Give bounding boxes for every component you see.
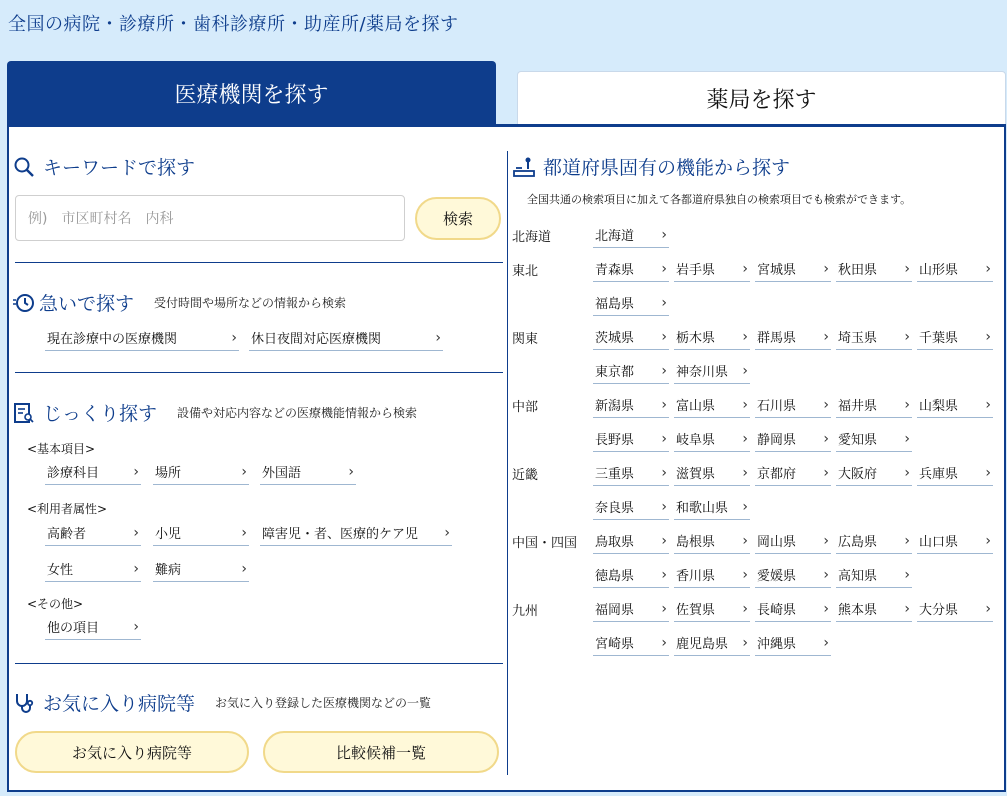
group-label-user: <利用者属性> bbox=[27, 502, 108, 516]
favorites-header bbox=[13, 689, 431, 716]
prefecture-link[interactable]: 山梨県 › bbox=[917, 392, 993, 418]
prefecture-link[interactable]: 栃木県 › bbox=[674, 324, 750, 350]
divider bbox=[15, 372, 503, 373]
prefecture-link[interactable]: 三重県 › bbox=[593, 460, 669, 486]
keyword-title: キーワードで探す bbox=[43, 157, 196, 179]
comparison-list-button[interactable]: 比較候補一覧 bbox=[263, 731, 499, 773]
tab-pharmacy[interactable]: 薬局を探す bbox=[517, 71, 1006, 125]
chevron-right-icon: › bbox=[133, 618, 139, 635]
main-panel bbox=[7, 124, 1006, 792]
stethoscope-icon bbox=[13, 692, 35, 714]
prefecture-link[interactable]: 大阪府 › bbox=[836, 460, 912, 486]
chevron-right-icon: › bbox=[661, 328, 667, 345]
chevron-right-icon: › bbox=[133, 463, 139, 480]
chevron-right-icon: › bbox=[823, 532, 829, 549]
prefecture-title: 都道府県固有の機能から探す bbox=[543, 157, 791, 179]
link-current-open[interactable]: 現在診療中の医療機関 › bbox=[45, 325, 239, 351]
chevron-right-icon: › bbox=[661, 532, 667, 549]
prefecture-link[interactable]: 熊本県 › bbox=[836, 596, 912, 622]
prefecture-link[interactable]: 秋田県 › bbox=[836, 256, 912, 282]
chevron-right-icon: › bbox=[661, 362, 667, 379]
prefecture-link[interactable]: 愛知県 › bbox=[836, 426, 912, 452]
link-language[interactable]: 外国語 › bbox=[260, 459, 356, 485]
chevron-right-icon: › bbox=[904, 566, 910, 583]
chevron-right-icon: › bbox=[985, 260, 991, 277]
prefecture-link[interactable]: 福岡県 › bbox=[593, 596, 669, 622]
prefecture-link[interactable]: 大分県 › bbox=[917, 596, 993, 622]
column-divider bbox=[507, 151, 508, 775]
chevron-right-icon: › bbox=[444, 524, 450, 541]
chevron-right-icon: › bbox=[742, 634, 748, 651]
prefecture-link[interactable]: 和歌山県 › bbox=[674, 494, 750, 520]
chevron-right-icon: › bbox=[985, 600, 991, 617]
prefecture-link[interactable]: 岡山県 › bbox=[755, 528, 831, 554]
chevron-right-icon: › bbox=[661, 600, 667, 617]
chevron-right-icon: › bbox=[435, 329, 441, 346]
link-specialty[interactable]: 診療科目 › bbox=[45, 459, 141, 485]
prefecture-link[interactable]: 埼玉県 › bbox=[836, 324, 912, 350]
prefecture-link[interactable]: 北海道 › bbox=[593, 222, 669, 248]
prefecture-link[interactable]: 奈良県 › bbox=[593, 494, 669, 520]
chevron-right-icon: › bbox=[231, 329, 237, 346]
region-label: 中部 bbox=[512, 400, 539, 415]
prefecture-link[interactable]: 島根県 › bbox=[674, 528, 750, 554]
link-women[interactable]: 女性 › bbox=[45, 556, 141, 582]
chevron-right-icon: › bbox=[241, 524, 247, 541]
prefecture-link[interactable]: 群馬県 › bbox=[755, 324, 831, 350]
divider bbox=[15, 262, 503, 263]
chevron-right-icon: › bbox=[985, 464, 991, 481]
prefecture-link[interactable]: 福島県 › bbox=[593, 290, 669, 316]
prefecture-link[interactable]: 岐阜県 › bbox=[674, 426, 750, 452]
prefecture-link[interactable]: 佐賀県 › bbox=[674, 596, 750, 622]
prefecture-link[interactable]: 高知県 › bbox=[836, 562, 912, 588]
chevron-right-icon: › bbox=[904, 464, 910, 481]
group-label-other: <その他> bbox=[27, 597, 84, 611]
tab-medical[interactable]: 医療機関を探す bbox=[7, 61, 496, 125]
chevron-right-icon: › bbox=[742, 328, 748, 345]
link-disability[interactable]: 障害児・者、医療的ケア児 › bbox=[260, 520, 452, 546]
chevron-right-icon: › bbox=[742, 498, 748, 515]
prefecture-link[interactable]: 石川県 › bbox=[755, 392, 831, 418]
prefecture-link[interactable]: 愛媛県 › bbox=[755, 562, 831, 588]
chevron-right-icon: › bbox=[823, 396, 829, 413]
link-child[interactable]: 小児 › bbox=[153, 520, 249, 546]
urgent-title: 急いで探す bbox=[39, 293, 135, 315]
map-pin-icon bbox=[513, 156, 535, 178]
chevron-right-icon: › bbox=[823, 464, 829, 481]
chevron-right-icon: › bbox=[742, 600, 748, 617]
region-label: 九州 bbox=[512, 604, 539, 619]
chevron-right-icon: › bbox=[133, 560, 139, 577]
document-search-icon bbox=[13, 402, 35, 424]
chevron-right-icon: › bbox=[904, 328, 910, 345]
detail-desc: 設備や対応内容などの医療機能情報から検索 bbox=[177, 406, 418, 420]
prefecture-link[interactable]: 鳥取県 › bbox=[593, 528, 669, 554]
keyword-header bbox=[13, 153, 195, 180]
prefecture-link[interactable]: 宮崎県 › bbox=[593, 630, 669, 656]
search-button[interactable]: 検索 bbox=[415, 197, 501, 240]
prefecture-link[interactable]: 徳島県 › bbox=[593, 562, 669, 588]
region-label: 中国・四国 bbox=[512, 536, 578, 551]
chevron-right-icon: › bbox=[742, 464, 748, 481]
chevron-right-icon: › bbox=[661, 498, 667, 515]
chevron-right-icon: › bbox=[661, 464, 667, 481]
prefecture-link[interactable]: 長野県 › bbox=[593, 426, 669, 452]
chevron-right-icon: › bbox=[823, 328, 829, 345]
region-label: 東北 bbox=[512, 264, 539, 279]
chevron-right-icon: › bbox=[241, 463, 247, 480]
region-label: 北海道 bbox=[512, 230, 552, 245]
link-elderly[interactable]: 高齢者 › bbox=[45, 520, 141, 546]
prefecture-link[interactable]: 兵庫県 › bbox=[917, 460, 993, 486]
prefecture-link[interactable]: 青森県 › bbox=[593, 256, 669, 282]
chevron-right-icon: › bbox=[823, 600, 829, 617]
prefecture-link[interactable]: 長崎県 › bbox=[755, 596, 831, 622]
chevron-right-icon: › bbox=[904, 600, 910, 617]
chevron-right-icon: › bbox=[661, 396, 667, 413]
left-column bbox=[9, 127, 509, 790]
chevron-right-icon: › bbox=[823, 634, 829, 651]
prefecture-link[interactable]: 神奈川県 › bbox=[674, 358, 750, 384]
chevron-right-icon: › bbox=[742, 430, 748, 447]
chevron-right-icon: › bbox=[661, 566, 667, 583]
prefecture-link[interactable]: 山形県 › bbox=[917, 256, 993, 282]
group-label-basic: <基本項目> bbox=[27, 442, 96, 456]
chevron-right-icon: › bbox=[904, 532, 910, 549]
urgent-header bbox=[13, 289, 346, 316]
prefecture-link[interactable]: 福井県 › bbox=[836, 392, 912, 418]
search-input[interactable]: 例) 市区町村名 内科 bbox=[15, 195, 405, 241]
link-other-items[interactable]: 他の項目 › bbox=[45, 614, 141, 640]
prefecture-link[interactable]: 千葉県 › bbox=[917, 324, 993, 350]
chevron-right-icon: › bbox=[742, 396, 748, 413]
chevron-right-icon: › bbox=[985, 532, 991, 549]
chevron-right-icon: › bbox=[661, 634, 667, 651]
chevron-right-icon: › bbox=[661, 430, 667, 447]
chevron-right-icon: › bbox=[742, 566, 748, 583]
chevron-right-icon: › bbox=[348, 463, 354, 480]
prefecture-link[interactable]: 静岡県 › bbox=[755, 426, 831, 452]
chevron-right-icon: › bbox=[742, 362, 748, 379]
detail-title: じっくり探す bbox=[43, 403, 158, 425]
favorites-button[interactable]: お気に入り病院等 bbox=[15, 731, 249, 773]
prefecture-link[interactable]: 滋賀県 › bbox=[674, 460, 750, 486]
chevron-right-icon: › bbox=[742, 532, 748, 549]
chevron-right-icon: › bbox=[133, 524, 139, 541]
prefecture-link[interactable]: 京都府 › bbox=[755, 460, 831, 486]
prefecture-link[interactable]: 茨城県 › bbox=[593, 324, 669, 350]
chevron-right-icon: › bbox=[985, 396, 991, 413]
chevron-right-icon: › bbox=[661, 226, 667, 243]
prefecture-link[interactable]: 新潟県 › bbox=[593, 392, 669, 418]
prefecture-note: 全国共通の検索項目に加えて各都道府県独自の検索項目でも検索ができます。 bbox=[527, 193, 912, 206]
link-location[interactable]: 場所 › bbox=[153, 459, 249, 485]
page-title: 全国の病院・診療所・歯科診療所・助産所/薬局を探す bbox=[8, 14, 459, 35]
divider bbox=[15, 663, 503, 664]
favorites-desc: お気に入り登録した医療機関などの一覧 bbox=[215, 696, 432, 710]
detail-header bbox=[13, 399, 417, 426]
prefecture-link[interactable]: 宮城県 › bbox=[755, 256, 831, 282]
chevron-right-icon: › bbox=[904, 430, 910, 447]
prefecture-link[interactable]: 鹿児島県 › bbox=[674, 630, 750, 656]
chevron-right-icon: › bbox=[823, 430, 829, 447]
chevron-right-icon: › bbox=[661, 260, 667, 277]
link-intractable-disease[interactable]: 難病 › bbox=[153, 556, 249, 582]
favorites-title: お気に入り病院等 bbox=[43, 693, 196, 715]
urgent-desc: 受付時間や場所などの情報から検索 bbox=[154, 296, 347, 310]
search-icon bbox=[13, 156, 35, 178]
prefecture-header bbox=[513, 153, 790, 180]
region-label: 近畿 bbox=[512, 468, 539, 483]
region-label: 関東 bbox=[512, 332, 539, 347]
prefecture-link[interactable]: 東京都 › bbox=[593, 358, 669, 384]
chevron-right-icon: › bbox=[823, 566, 829, 583]
prefecture-link[interactable]: 広島県 › bbox=[836, 528, 912, 554]
chevron-right-icon: › bbox=[904, 396, 910, 413]
chevron-right-icon: › bbox=[742, 260, 748, 277]
prefecture-link[interactable]: 香川県 › bbox=[674, 562, 750, 588]
chevron-right-icon: › bbox=[661, 294, 667, 311]
chevron-right-icon: › bbox=[904, 260, 910, 277]
chevron-right-icon: › bbox=[241, 560, 247, 577]
prefecture-link[interactable]: 岩手県 › bbox=[674, 256, 750, 282]
clock-icon bbox=[13, 292, 35, 314]
prefecture-link[interactable]: 富山県 › bbox=[674, 392, 750, 418]
chevron-right-icon: › bbox=[985, 328, 991, 345]
prefecture-link[interactable]: 沖縄県 › bbox=[755, 630, 831, 656]
link-holiday-night[interactable]: 休日夜間対応医療機関 › bbox=[249, 325, 443, 351]
chevron-right-icon: › bbox=[823, 260, 829, 277]
prefecture-link[interactable]: 山口県 › bbox=[917, 528, 993, 554]
